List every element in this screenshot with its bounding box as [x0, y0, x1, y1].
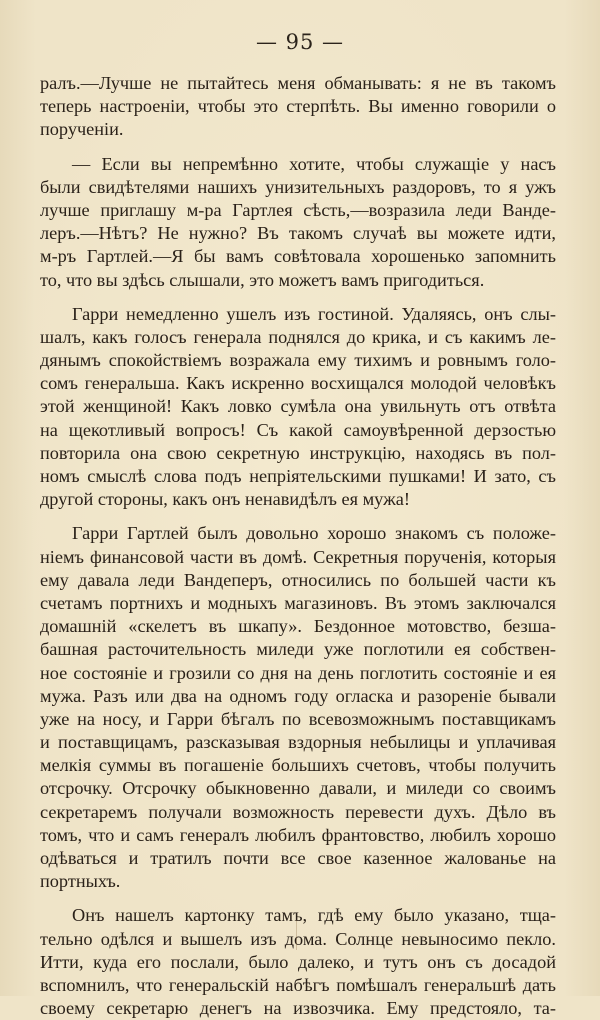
text-line: портныхъ. — [40, 871, 121, 892]
text-line: домашній «скелетъ въ шкапу». Бездонное мотовство, безша- — [40, 616, 556, 637]
text-line: м-ръ Гартлей.—Я бы вамъ совѣтовала хорошенько запомнить — [40, 246, 556, 267]
text-line: Гарри немедленно ушелъ изъ гостиной. Удаляясь, онъ слы- — [72, 303, 556, 324]
text-line: сомъ генеральша. Какъ искренно восхищался молодой человѣкъ — [40, 373, 556, 394]
text-line: — Если вы непремѣнно хотите, чтобы служащіе у насъ — [72, 153, 556, 174]
text-line: вспомнилъ, что генеральскій набѣгъ помѣшалъ генеральшѣ дать — [40, 974, 556, 995]
text-line: башная расточительность миледи уже поглотили ея собствен- — [40, 639, 556, 660]
text-line: дянымъ спокойствіемъ возражала ему тихимъ и ровнымъ голо- — [40, 350, 556, 371]
text-line: ралъ.—Лучше не пытайтесь меня обманывать: я не въ такомъ — [40, 73, 556, 93]
text-line: ное состояніе и грозили со дня на день поглотить состояніе и ея — [40, 662, 556, 683]
body-text — [40, 72, 556, 1020]
text-line: мужа. Разъ или два на одномъ году огласка и разореніе бывали — [40, 685, 556, 706]
text-line: мелкія суммы въ погашеніе большихъ счетовъ, чтобы получить — [40, 755, 556, 776]
text-line: то, что вы здѣсь слышали, это можетъ вамъ пригодиться. — [40, 269, 485, 290]
text-line: другой стороны, какъ онъ ненавидѣлъ ея мужа! — [40, 489, 410, 510]
text-line: на щекотливый вопросъ! Съ какой самоувѣренной дерзостью — [40, 419, 556, 440]
text-line: отсрочку. Отсрочку обыкновенно давали, и миледи со своимъ — [40, 778, 556, 799]
text-line: шалъ, какъ голосъ генерала поднялся до крика, и съ какимъ ле- — [40, 326, 556, 347]
text-line: и поставщицамъ, разсказывая вздорныя небылицы и уплачивая — [40, 732, 556, 753]
text-line: леръ.—Нѣтъ? Не нужно? Въ такомъ случаѣ вы можете идти, — [40, 223, 556, 244]
text-line: ніемъ финансовой части въ домѣ. Секретныя порученія, которыя — [40, 546, 556, 567]
text-line: были свидѣтелями нашихъ унизительныхъ раздоровъ, то я ужъ — [40, 176, 556, 197]
text-line: Итти, куда его послали, было далеко, и тутъ онъ съ досадой — [40, 951, 556, 972]
text-line: теперь настроеніи, чтобы это стерпѣть. Вы именно говорили о — [40, 96, 556, 117]
text-line: Гарри Гартлей былъ довольно хорошо знакомъ съ положе- — [72, 523, 556, 544]
text-line: порученіи. — [40, 119, 124, 140]
text-line: повторила она свою секретную инструкцію, находясь въ пол- — [40, 442, 556, 463]
page-number: — 95 — — [255, 30, 345, 54]
text-line: уже на носу, и Гарри бѣгалъ по всевозможнымъ поставщикамъ — [40, 708, 556, 729]
text-line: ему давала леди Вандеперъ, относились по большей части къ — [40, 569, 556, 590]
page-crease-mark — [296, 920, 297, 950]
text-line: тельно одѣлся и вышелъ изъ дома. Солнце невыносимо пекло. — [40, 928, 556, 949]
text-line: счетамъ портнихъ и модныхъ магазиновъ. Въ этомъ заключался — [40, 592, 556, 613]
text-line: своему секретарю денегъ на извозчика. Ему предстояло, та- — [40, 998, 556, 1019]
text-line: одѣваться и тратилъ почти все свое казенное жалованье на — [40, 848, 556, 868]
text-line: лучше приглашу м-ра Гартлея сѣсть,—возразила леди Ванде- — [40, 199, 556, 220]
text-line: томъ, что и самъ генералъ любилъ франтовство, любилъ хорошо — [40, 824, 556, 845]
text-line: Онъ нашелъ картонку тамъ, гдѣ ему было указано, тща- — [72, 905, 556, 926]
text-line: номъ смыслѣ слова подъ непріятельскими пушками! И зато, съ — [40, 466, 556, 486]
text-line: секретаремъ получали возможность перевести духъ. Дѣло въ — [40, 801, 556, 822]
text-line: этой женщиной! Какъ ловко сумѣла она увильнуть отъ отвѣта — [40, 396, 556, 417]
